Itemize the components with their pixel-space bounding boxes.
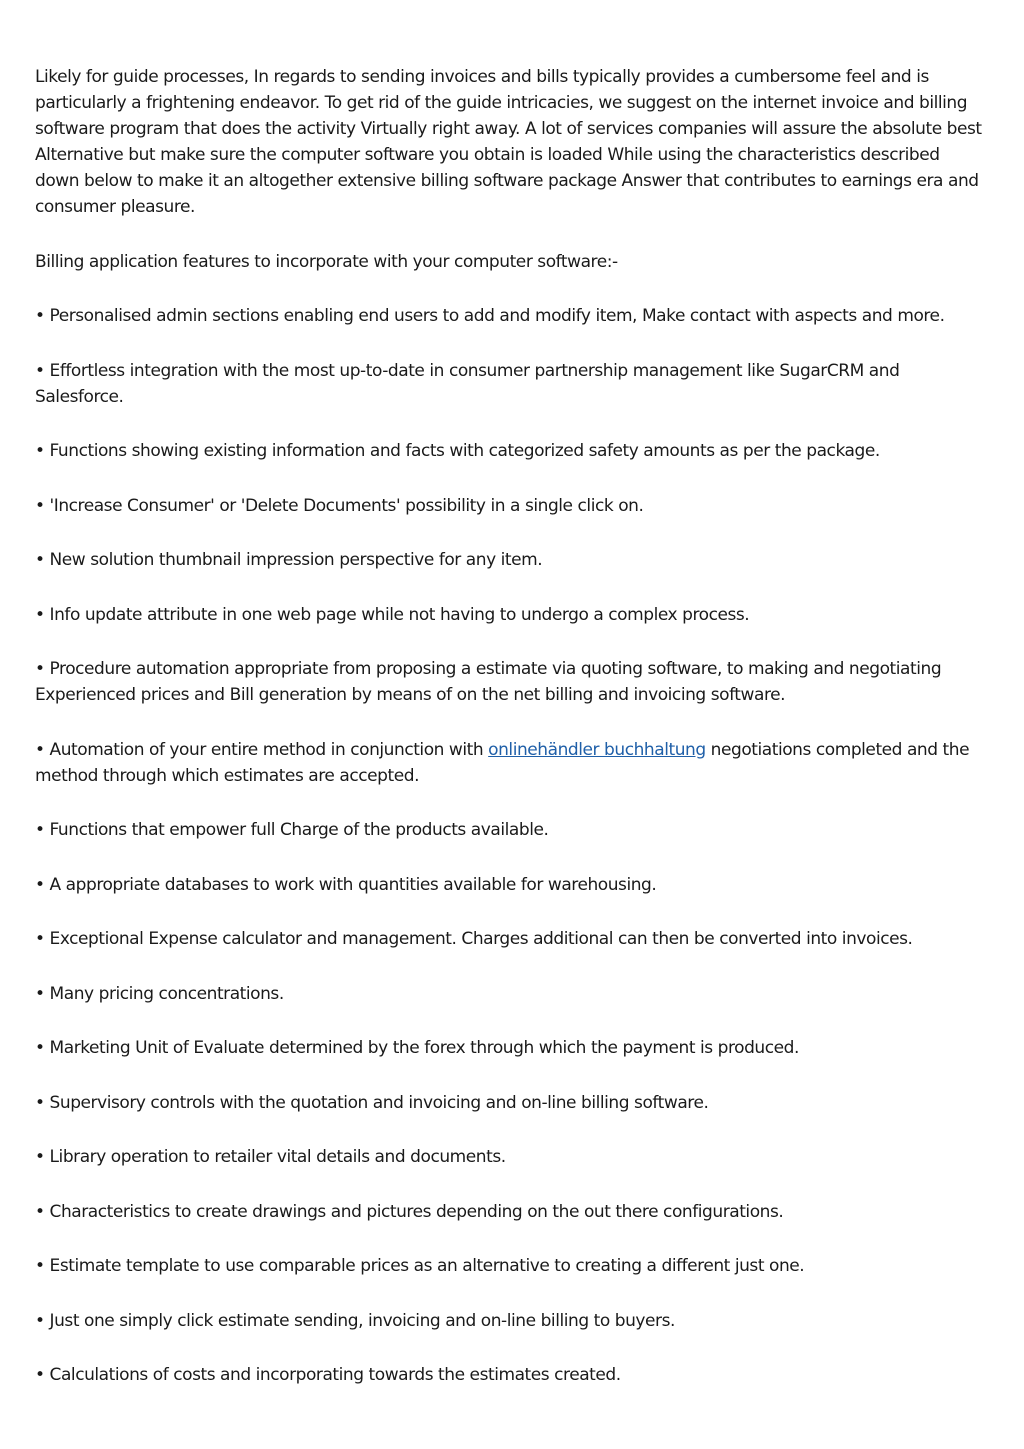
bullet-item-3: • Functions showing existing information and facts with categorized safety amounts as per the package. <box>35 441 880 461</box>
bullet-item-10: • A appropriate databases to work with quantities available for warehousing. <box>35 874 657 895</box>
bullet-item-5: • New solution thumbnail impression perspective for any item. <box>35 550 543 570</box>
intro-paragraph: Likely for guide processes, In regards to sending invoices and bills typically provides a cumbersome feel and is particularly a frightening endeavor. To get rid of the guide intricacies, we suggest on the internet invoice and billing software program that does the activity Virtually right away. A lot of services companies will assure the absolute best Alternative but make sure the computer software you obtain is loaded While using the characteristics described down below to make it an altogether extensive billing software package Answer that contributes to earnings era and consumer pleasure. <box>35 67 982 217</box>
onlinehaendler-buchhaltung-link[interactable]: onlinehändler buchhaltung <box>488 739 706 760</box>
bullet-item-18: • Just one simply click estimate sending, invoicing and on-line billing to buyers. <box>35 1310 675 1331</box>
bullet-item-9: • Functions that empower full Charge of the products available. <box>35 820 549 840</box>
bullet-item-1: • Personalised admin sections enabling end users to add and modify item, Make contact with aspects and more. <box>35 306 945 326</box>
bullet-item-13: • Marketing Unit of Evaluate determined by the forex through which the payment is produced. <box>35 1038 799 1058</box>
bullet-item-11: • Exceptional Expense calculator and management. Charges additional can then be converted into invoices. <box>35 929 913 949</box>
automation-text-before: • Automation of your entire method in conjunction with <box>35 739 489 760</box>
bullet-item-6: • Info update attribute in one web page while not having to undergo a complex process. <box>35 604 750 625</box>
document-body <box>35 64 985 1417</box>
features-heading: Billing application features to incorporate with your computer software:- <box>35 251 618 272</box>
bullet-item-17: • Estimate template to use comparable prices as an alternative to creating a different just one. <box>35 1256 805 1276</box>
automation-text-after: negotiations completed and the method through which estimates are accepted. <box>35 739 970 786</box>
bullet-item-15: • Library operation to retailer vital details and documents. <box>35 1147 506 1167</box>
bullet-item-automation <box>35 737 985 789</box>
bullet-item-16: • Characteristics to create drawings and pictures depending on the out there configurations. <box>35 1201 784 1222</box>
bullet-item-2: • Effortless integration with the most up-to-date in consumer partnership management like SugarCRM and Salesforce. <box>35 360 900 407</box>
bullet-item-14: • Supervisory controls with the quotation and invoicing and on-line billing software. <box>35 1092 709 1113</box>
bullet-item-19: • Calculations of costs and incorporating towards the estimates created. <box>35 1365 621 1385</box>
bullet-item-12: • Many pricing concentrations. <box>35 983 284 1004</box>
bullet-item-4: • 'Increase Consumer' or 'Delete Documents' possibility in a single click on. <box>35 495 644 516</box>
bullet-item-7: • Procedure automation appropriate from proposing a estimate via quoting software, to making and negotiating Experienced prices and Bill generation by means of on the net billing and invoicing software. <box>35 659 942 705</box>
